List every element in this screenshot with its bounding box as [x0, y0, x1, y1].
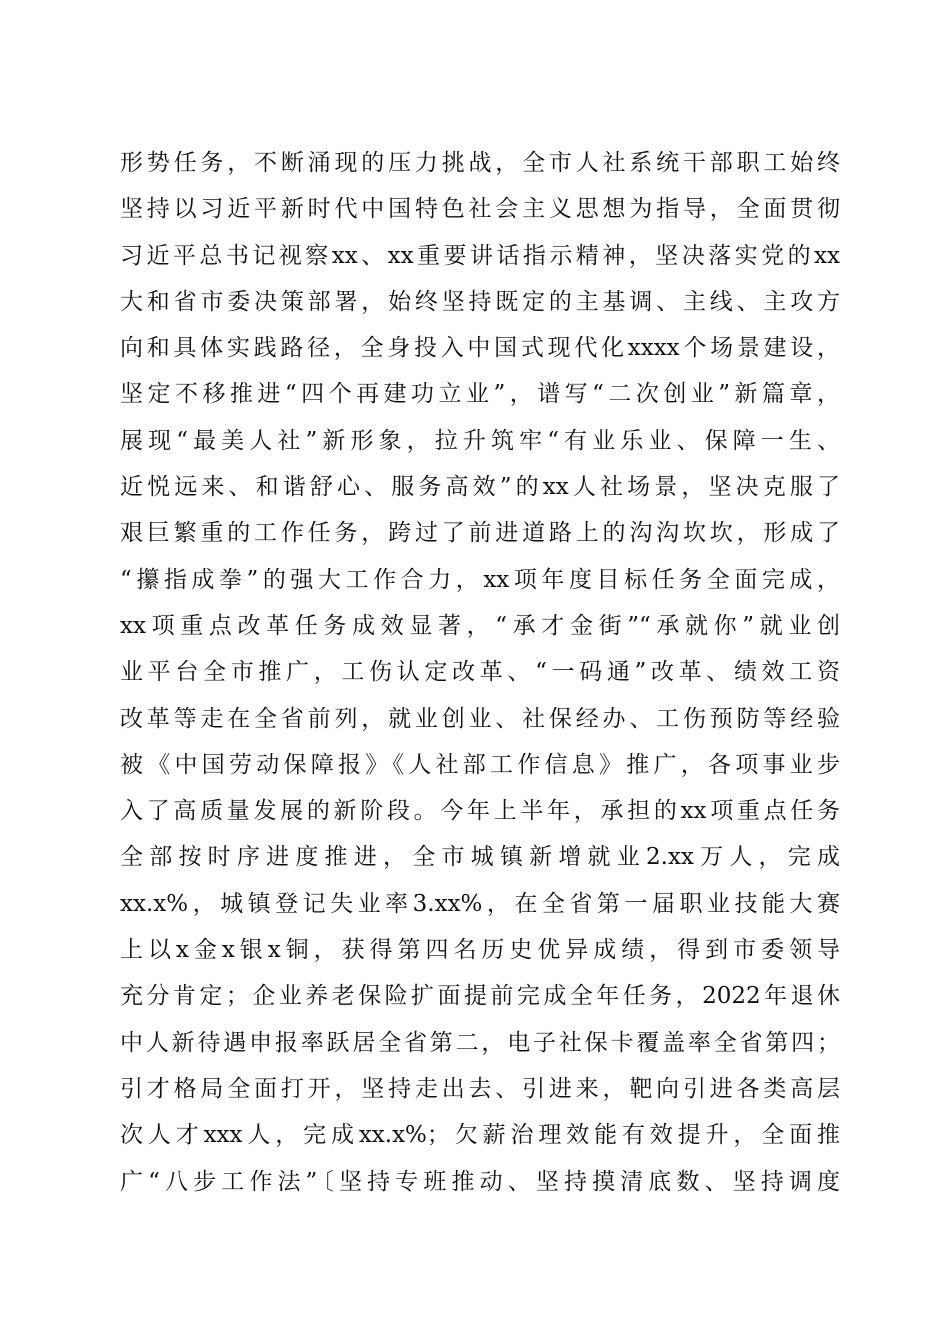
text-line: 中人新待遇申报率跃居全省第二，电子社保卡覆盖率全省第四； [120, 1029, 840, 1056]
text-line: 全部按时序进度推进，全市城镇新增就业2.xx万人，完成 [120, 844, 840, 871]
text-line: 艰巨繁重的工作任务，跨过了前进道路上的沟沟坎坎，形成了 [120, 520, 840, 547]
text-line: 形势任务，不断涌现的压力挑战，全市人社系统干部职工始终 [120, 150, 840, 176]
text-line: 近悦远来、和谐舒心、服务高效”的xx人社场景，坚决克服了 [120, 474, 840, 501]
text-line: 习近平总书记视察xx、xx重要讲话指示精神，坚决落实党的xx [120, 242, 840, 269]
text-line: 坚定不移推进“四个再建功立业”，谱写“二次创业”新篇章， [120, 381, 840, 408]
text-line: 入了高质量发展的新阶段。今年上半年，承担的xx项重点任务 [120, 798, 840, 825]
text-line: 改革等走在全省前列，就业创业、社保经办、工伤预防等经验 [120, 705, 840, 732]
text-line: 坚持以习近平新时代中国特色社会主义思想为指导，全面贯彻 [120, 196, 840, 223]
body-paragraph [120, 140, 840, 1205]
text-line: xx项重点改革任务成效显著，“承才金街”“承就你”就业创 [120, 612, 840, 639]
text-line: xx.x%，城镇登记失业率3.xx%，在全省第一届职业技能大赛 [120, 890, 840, 917]
text-line: 展现“最美人社”新形象，拉升筑牢“有业乐业、保障一生、 [120, 427, 840, 454]
text-line: 向和具体实践路径，全身投入中国式现代化xxxx个场景建设， [120, 335, 840, 362]
text-line: 广“八步工作法”〔坚持专班推动、坚持摸清底数、坚持调度 [120, 1168, 840, 1195]
text-line: 业平台全市推广，工伤认定改革、“一码通”改革、绩效工资 [120, 659, 840, 686]
text-line: “攥指成拳”的强大工作合力，xx项年度目标任务全面完成， [120, 566, 840, 593]
text-line: 被《中国劳动保障报》《人社部工作信息》推广，各项事业步 [120, 751, 840, 778]
text-line: 充分肯定；企业养老保险扩面提前完成全年任务，2022年退休 [120, 983, 840, 1010]
text-line: 引才格局全面打开，坚持走出去、引进来，靶向引进各类高层 [120, 1075, 840, 1102]
text-line: 次人才xxx人，完成xx.x%；欠薪治理效能有效提升，全面推 [120, 1122, 840, 1149]
text-line: 上以x金x银x铜，获得第四名历史优异成绩，得到市委领导 [120, 937, 840, 964]
text-line: 大和省市委决策部署，始终坚持既定的主基调、主线、主攻方 [120, 288, 840, 315]
